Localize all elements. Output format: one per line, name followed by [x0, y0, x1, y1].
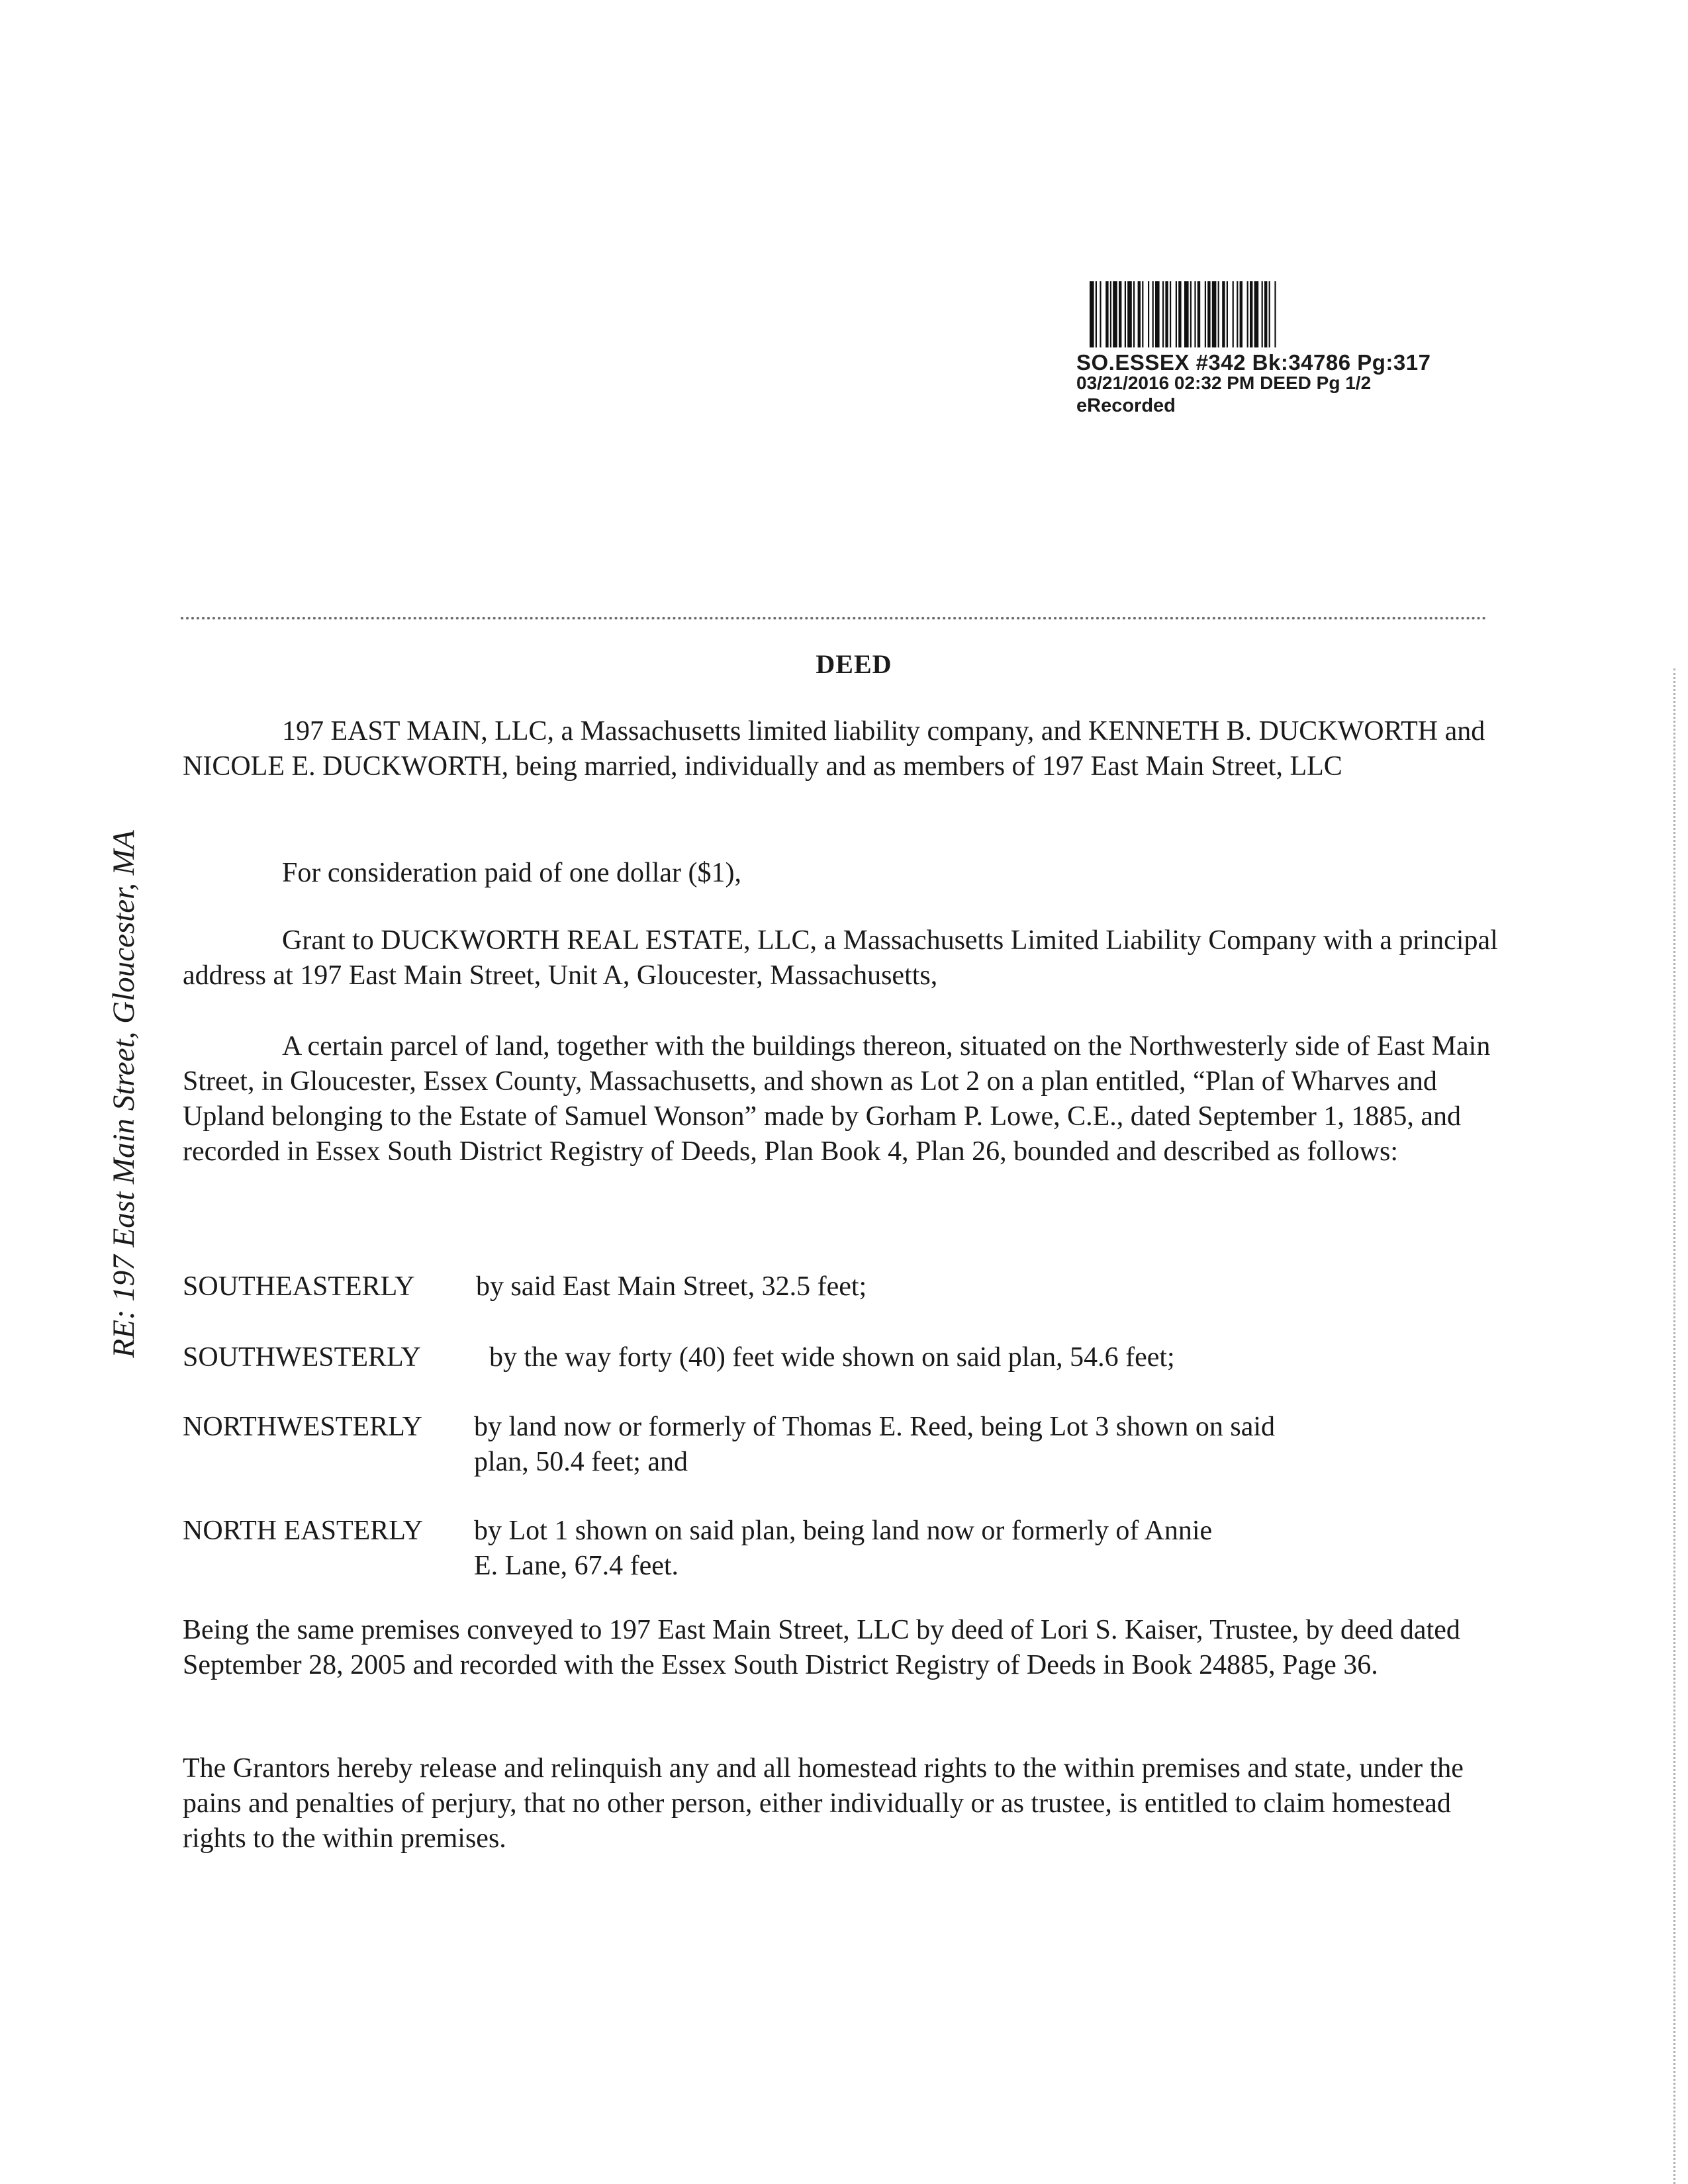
document-title: DEED [816, 649, 892, 679]
grantors-text: 197 EAST MAIN, LLC, a Massachusetts limited liability company, and KENNETH B. DUCKWORTH and NICOLE E. DUCKWORTH, being married, individually and as members of 197 East Main Street, LLC [183, 716, 1485, 782]
barcode-bar [1227, 281, 1228, 347]
barcode-bar [1127, 281, 1132, 347]
boundary-direction: NORTH EASTERLY [183, 1516, 424, 1546]
barcode-bar [1152, 281, 1154, 347]
stamp-recorded-date: 03/21/2016 02:32 PM DEED Pg 1/2 [1076, 373, 1372, 393]
parcel-description-paragraph [183, 1029, 1507, 1169]
boundary-description: by Lot 1 shown on said plan, being land now or formerly of Annie E. Lane, 67.4 feet. [474, 1516, 1213, 1581]
barcode-bar [1205, 281, 1206, 347]
barcode-bar [1194, 281, 1196, 347]
grantee-paragraph [183, 923, 1507, 993]
homestead-paragraph: The Grantors hereby release and relinquish any and all homestead rights to the within premises and state, under the pains and penalties of perjury, that no other person, either individually or as trustee, is entitled to claim homestead rights to the within premises. [183, 1753, 1464, 1854]
header-divider [181, 617, 1487, 619]
barcode-bar [1113, 281, 1117, 347]
scan-edge [1673, 668, 1675, 2184]
barcode-bar [1190, 281, 1192, 347]
barcode-bar [1218, 281, 1219, 347]
consideration-paragraph [183, 856, 1507, 891]
barcode-bar [1170, 281, 1171, 347]
recording-stamp [1076, 281, 1474, 419]
barcode-bar [1125, 281, 1126, 347]
barcode-bar [1250, 281, 1252, 347]
property-reference-note: RE: 197 East Main Street, Gloucester, MA [107, 830, 141, 1358]
boundary-direction: SOUTHEASTERLY [183, 1271, 415, 1302]
barcode-bar [1110, 281, 1111, 347]
barcode-bar [1247, 281, 1248, 347]
barcode-bar [1155, 281, 1160, 347]
barcode-bar [1237, 281, 1238, 347]
barcode-bar [1212, 281, 1217, 347]
barcode-bar [1207, 281, 1210, 347]
stamp-book-page: SO.ESSEX #342 Bk:34786 Pg:317 [1076, 350, 1431, 375]
grantors-paragraph [183, 714, 1507, 784]
barcode-bar [1233, 281, 1234, 347]
barcode-bar [1142, 281, 1143, 347]
boundary-description: by land now or formerly of Thomas E. Reed, being Lot 3 shown on said plan, 50.4 feet; and [474, 1412, 1276, 1477]
barcode-bar [1264, 281, 1267, 347]
boundary-description: by said East Main Street, 32.5 feet; [476, 1271, 867, 1302]
barcode-bar [1254, 281, 1259, 347]
barcode-bar [1184, 281, 1189, 347]
barcode-bar [1148, 281, 1149, 347]
barcode-bar [1133, 281, 1135, 347]
parcel-description-text: A certain parcel of land, together with the buildings thereon, situated on the Northwesterly side of East Main Street, in Gloucester, Essex County, Massachusetts, and shown as Lot 2 on a plan entitled, “Plan of Wharves and Upland belonging to the Estate of Samuel Wonson” made by Gorham P. Lowe, C.E., dated September 1, 1885, and recorded in Essex South District Registry of Deeds, Plan Book 4, Plan 26, bounded and described as follows: [183, 1031, 1491, 1167]
barcode-bar [1274, 281, 1276, 347]
barcode-bar [1096, 281, 1097, 347]
barcode-bar [1165, 281, 1168, 347]
barcode-bar [1262, 281, 1263, 347]
boundary-direction: NORTHWESTERLY [183, 1412, 422, 1442]
boundary-direction: SOUTHWESTERLY [183, 1342, 421, 1373]
grantee-text: Grant to DUCKWORTH REAL ESTATE, LLC, a Massachusetts Limited Liability Company with a principal address at 197 East Main Street, Unit A, Gloucester, Massachusetts, [183, 925, 1498, 991]
barcode-bar [1100, 281, 1101, 347]
barcode-bar [1178, 281, 1181, 347]
barcode-bar [1105, 281, 1108, 347]
stamp-erecorded: eRecorded [1076, 395, 1176, 416]
consideration-text: For consideration paid of one dollar ($1), [282, 858, 741, 888]
barcode-bar [1222, 281, 1225, 347]
barcode-bar [1090, 281, 1094, 347]
barcode-bar [1138, 281, 1141, 347]
barcode-image [1088, 281, 1472, 347]
barcode-bar [1119, 281, 1121, 347]
barcode-bar [1240, 281, 1243, 347]
title-source-paragraph: Being the same premises conveyed to 197 East Main Street, LLC by deed of Lori S. Kaiser, Trustee, by deed dated September 28, 2005 and recorded with the Essex South District Registry of Deeds in Book 24885, Page 36. [183, 1615, 1460, 1680]
barcode-bar [1176, 281, 1177, 347]
barcode-bar [1162, 281, 1164, 347]
boundary-description: by the way forty (40) feet wide shown on said plan, 54.6 feet; [489, 1342, 1175, 1373]
barcode-bar [1269, 281, 1270, 347]
barcode-bar [1197, 281, 1200, 347]
